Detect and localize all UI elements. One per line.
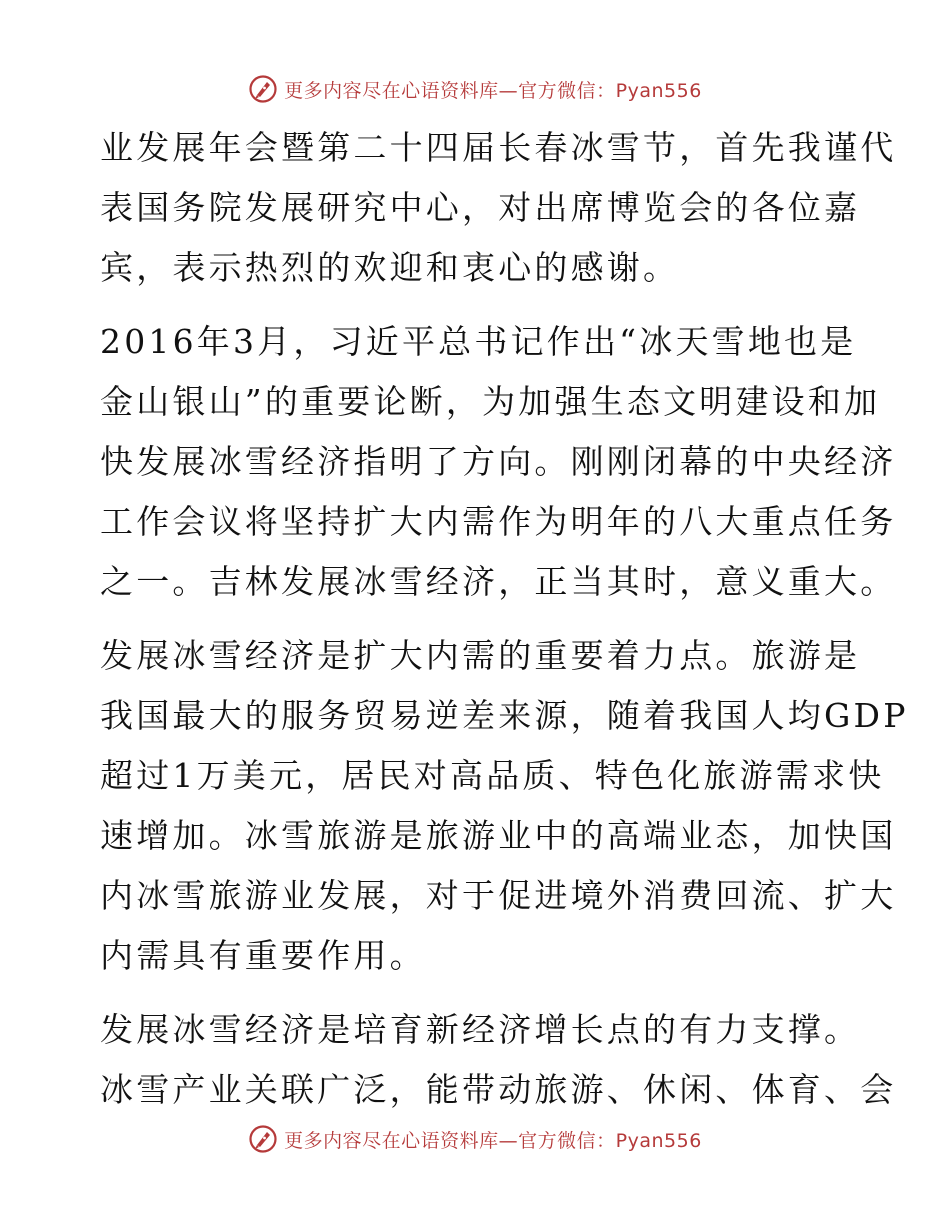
footer-text: 更多内容尽在心语资料库—官方微信：Pyan556 <box>284 1129 702 1152</box>
pen-nib-circle-icon <box>248 74 278 104</box>
text-line: 发展冰雪经济是培育新经济增长点的有力支撑。 <box>100 1010 861 1049</box>
header-text: 更多内容尽在心语资料库—官方微信：Pyan556 <box>284 79 702 102</box>
document-body <box>100 118 909 1134</box>
paragraph-4 <box>100 1000 897 1120</box>
paragraph-1 <box>100 118 897 298</box>
text-line: 内需具有重要作用。 <box>100 936 426 975</box>
paragraph-2 <box>100 312 897 612</box>
text-line: 表国务院发展研究中心，对出席博览会的各位嘉 <box>100 188 861 227</box>
text-line: 发展冰雪经济是扩大内需的重要着力点。旅游是 <box>100 636 861 675</box>
text-line: 业发展年会暨第二十四届长春冰雪节，首先我谨代 <box>100 128 897 167</box>
pen-nib-circle-icon <box>248 1124 278 1154</box>
text-line: 超过1万美元，居民对高品质、特色化旅游需求快 <box>100 756 885 795</box>
text-line: 2016年3月，习近平总书记作出“冰天雪地也是 <box>100 322 857 361</box>
text-line: 冰雪产业关联广泛，能带动旅游、休闲、体育、会 <box>100 1070 897 1109</box>
footer-banner <box>0 1122 950 1156</box>
text-line: 宾，表示热烈的欢迎和衷心的感谢。 <box>100 248 680 287</box>
text-line: 金山银山”的重要论断，为加强生态文明建设和加 <box>100 382 881 421</box>
text-line: 快发展冰雪经济指明了方向。刚刚闭幕的中央经济 <box>100 442 897 481</box>
text-line: 我国最大的服务贸易逆差来源，随着我国人均GDP <box>100 696 909 735</box>
text-line: 内冰雪旅游业发展，对于促进境外消费回流、扩大 <box>100 876 897 915</box>
header-banner <box>0 72 950 106</box>
text-line: 速增加。冰雪旅游是旅游业中的高端业态，加快国 <box>100 816 897 855</box>
text-line: 工作会议将坚持扩大内需作为明年的八大重点任务 <box>100 502 897 541</box>
text-line: 之一。吉林发展冰雪经济，正当其时，意义重大。 <box>100 562 897 601</box>
paragraph-3 <box>100 626 909 986</box>
